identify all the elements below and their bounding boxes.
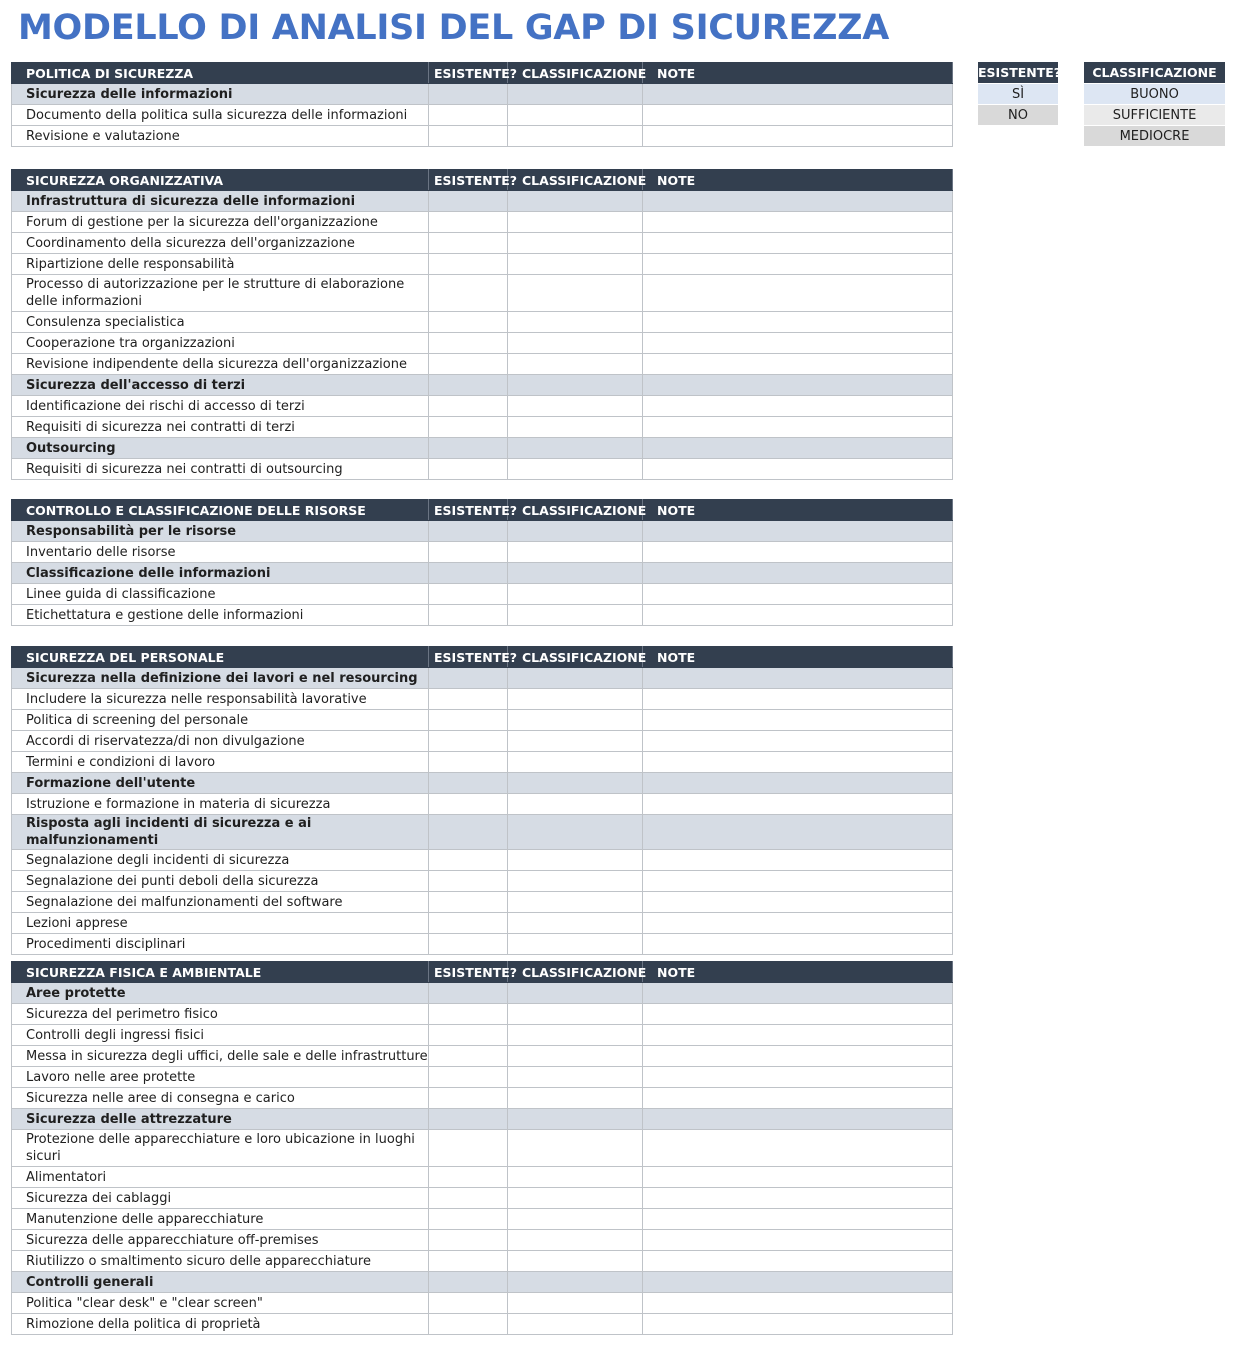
item-label: Coordinamento della sicurezza dell'organizzazione	[12, 233, 429, 254]
existing-cell[interactable]	[429, 1130, 508, 1167]
subsection-label: Classificazione delle informazioni	[12, 563, 429, 584]
section-sicurezza-personale	[11, 646, 952, 955]
subsection-row	[12, 521, 953, 542]
table-row	[12, 233, 953, 254]
legend-rating-header: CLASSIFICAZIONE	[1084, 62, 1225, 84]
item-label: Ripartizione delle responsabilità	[12, 254, 429, 275]
subsection-row	[12, 84, 953, 105]
notes-cell[interactable]	[643, 312, 953, 333]
notes-cell[interactable]	[643, 1272, 953, 1293]
rating-cell[interactable]	[508, 871, 643, 892]
rating-cell[interactable]	[508, 84, 643, 105]
notes-cell[interactable]	[643, 710, 953, 731]
subsection-row	[12, 983, 953, 1004]
section-sicurezza-organizzativa	[11, 169, 952, 480]
table-row	[12, 333, 953, 354]
table-row	[12, 584, 953, 605]
notes-cell[interactable]	[643, 521, 953, 542]
item-label: Cooperazione tra organizzazioni	[12, 333, 429, 354]
subsection-row	[12, 1272, 953, 1293]
notes-cell[interactable]	[643, 375, 953, 396]
rating-cell[interactable]	[508, 1004, 643, 1025]
subsection-label: Outsourcing	[12, 438, 429, 459]
notes-cell[interactable]	[643, 1130, 953, 1167]
table-row	[12, 1130, 953, 1167]
column-header-rating: CLASSIFICAZIONE	[508, 170, 643, 191]
notes-cell[interactable]	[643, 1167, 953, 1188]
existing-cell[interactable]	[429, 1167, 508, 1188]
notes-cell[interactable]	[643, 105, 953, 126]
rating-cell[interactable]	[508, 233, 643, 254]
existing-cell[interactable]	[429, 212, 508, 233]
rating-cell[interactable]	[508, 1251, 643, 1272]
rating-cell[interactable]	[508, 1088, 643, 1109]
notes-cell[interactable]	[643, 84, 953, 105]
table-row	[12, 794, 953, 815]
item-label: Controlli degli ingressi fisici	[12, 1025, 429, 1046]
table-row	[12, 459, 953, 480]
item-label: Linee guida di classificazione	[12, 584, 429, 605]
subsection-row	[12, 773, 953, 794]
table-row	[12, 1293, 953, 1314]
item-label: Manutenzione delle apparecchiature	[12, 1209, 429, 1230]
existing-cell[interactable]	[429, 1188, 508, 1209]
item-label: Sicurezza del perimetro fisico	[12, 1004, 429, 1025]
item-label: Alimentatori	[12, 1167, 429, 1188]
notes-cell[interactable]	[643, 417, 953, 438]
subsection-row	[12, 815, 953, 850]
existing-cell[interactable]	[429, 1272, 508, 1293]
subsection-row	[12, 668, 953, 689]
section-controllo-classificazione-risorse	[11, 499, 952, 626]
column-header-rating: CLASSIFICAZIONE	[508, 63, 643, 84]
rating-cell[interactable]	[508, 794, 643, 815]
existing-cell[interactable]	[429, 84, 508, 105]
section-title: CONTROLLO E CLASSIFICAZIONE DELLE RISORSE	[12, 500, 429, 521]
subsection-row	[12, 1109, 953, 1130]
rating-cell[interactable]	[508, 752, 643, 773]
section-header-row	[12, 170, 953, 191]
item-label: Revisione e valutazione	[12, 126, 429, 147]
rating-cell[interactable]	[508, 254, 643, 275]
item-label: Requisiti di sicurezza nei contratti di terzi	[12, 417, 429, 438]
existing-cell[interactable]	[429, 689, 508, 710]
rating-cell[interactable]	[508, 1272, 643, 1293]
section-sicurezza-fisica-ambientale	[11, 961, 952, 1335]
existing-cell[interactable]	[429, 773, 508, 794]
rating-cell[interactable]	[508, 773, 643, 794]
existing-cell[interactable]	[429, 1230, 508, 1251]
existing-cell[interactable]	[429, 542, 508, 563]
table-row	[12, 212, 953, 233]
page-title: MODELLO DI ANALISI DEL GAP DI SICUREZZA	[18, 8, 890, 48]
existing-cell[interactable]	[429, 333, 508, 354]
item-label: Termini e condizioni di lavoro	[12, 752, 429, 773]
existing-cell[interactable]	[429, 254, 508, 275]
table-row	[12, 1314, 953, 1335]
table-row	[12, 1167, 953, 1188]
rating-cell[interactable]	[508, 105, 643, 126]
notes-cell[interactable]	[643, 1088, 953, 1109]
legend-rating	[1084, 62, 1225, 146]
column-header-rating: CLASSIFICAZIONE	[508, 500, 643, 521]
existing-cell[interactable]	[429, 1088, 508, 1109]
existing-cell[interactable]	[429, 752, 508, 773]
column-header-notes: NOTE	[643, 63, 953, 84]
table-row	[12, 1067, 953, 1088]
notes-cell[interactable]	[643, 1109, 953, 1130]
existing-cell[interactable]	[429, 191, 508, 212]
notes-cell[interactable]	[643, 333, 953, 354]
legend-option-mediocre: MEDIOCRE	[1084, 126, 1225, 147]
notes-cell[interactable]	[643, 1230, 953, 1251]
rating-cell[interactable]	[508, 1230, 643, 1251]
notes-cell[interactable]	[643, 913, 953, 934]
rating-cell[interactable]	[508, 396, 643, 417]
item-label: Lezioni apprese	[12, 913, 429, 934]
item-label: Accordi di riservatezza/di non divulgazione	[12, 731, 429, 752]
existing-cell[interactable]	[429, 1004, 508, 1025]
section-politica-sicurezza	[11, 62, 952, 147]
table-row	[12, 254, 953, 275]
legend-option-no: NO	[978, 105, 1058, 126]
rating-cell[interactable]	[508, 212, 643, 233]
existing-cell[interactable]	[429, 1046, 508, 1067]
gap-table	[11, 961, 953, 1335]
existing-cell[interactable]	[429, 375, 508, 396]
rating-cell[interactable]	[508, 375, 643, 396]
existing-cell[interactable]	[429, 668, 508, 689]
legend-option-si: SÌ	[978, 84, 1058, 105]
notes-cell[interactable]	[643, 752, 953, 773]
table-row	[12, 934, 953, 955]
gap-table	[11, 499, 953, 626]
item-label: Lavoro nelle aree protette	[12, 1067, 429, 1088]
existing-cell[interactable]	[429, 1109, 508, 1130]
item-label: Segnalazione dei punti deboli della sicurezza	[12, 871, 429, 892]
notes-cell[interactable]	[643, 212, 953, 233]
notes-cell[interactable]	[643, 275, 953, 312]
existing-cell[interactable]	[429, 275, 508, 312]
notes-cell[interactable]	[643, 1188, 953, 1209]
existing-cell[interactable]	[429, 521, 508, 542]
section-header-row	[12, 500, 953, 521]
item-label: Identificazione dei rischi di accesso di terzi	[12, 396, 429, 417]
existing-cell[interactable]	[429, 794, 508, 815]
subsection-label: Sicurezza delle informazioni	[12, 84, 429, 105]
rating-cell[interactable]	[508, 1314, 643, 1335]
rating-cell[interactable]	[508, 731, 643, 752]
subsection-label: Responsabilità per le risorse	[12, 521, 429, 542]
notes-cell[interactable]	[643, 1067, 953, 1088]
notes-cell[interactable]	[643, 1046, 953, 1067]
table-row	[12, 275, 953, 312]
rating-cell[interactable]	[508, 126, 643, 147]
notes-cell[interactable]	[643, 459, 953, 480]
table-row	[12, 1209, 953, 1230]
item-label: Sicurezza delle apparecchiature off-premises	[12, 1230, 429, 1251]
notes-cell[interactable]	[643, 254, 953, 275]
notes-cell[interactable]	[643, 1025, 953, 1046]
rating-cell[interactable]	[508, 1209, 643, 1230]
notes-cell[interactable]	[643, 1314, 953, 1335]
gap-table	[11, 169, 953, 480]
item-label: Forum di gestione per la sicurezza dell'organizzazione	[12, 212, 429, 233]
rating-cell[interactable]	[508, 417, 643, 438]
table-row	[12, 1230, 953, 1251]
table-row	[12, 1004, 953, 1025]
notes-cell[interactable]	[643, 605, 953, 626]
existing-cell[interactable]	[429, 710, 508, 731]
notes-cell[interactable]	[643, 233, 953, 254]
item-label: Inventario delle risorse	[12, 542, 429, 563]
item-label: Documento della politica sulla sicurezza delle informazioni	[12, 105, 429, 126]
subsection-label: Sicurezza nella definizione dei lavori e nel resourcing	[12, 668, 429, 689]
rating-cell[interactable]	[508, 191, 643, 212]
existing-cell[interactable]	[429, 605, 508, 626]
subsection-label: Infrastruttura di sicurezza delle informazioni	[12, 191, 429, 212]
notes-cell[interactable]	[643, 689, 953, 710]
existing-cell[interactable]	[429, 1025, 508, 1046]
existing-cell[interactable]	[429, 913, 508, 934]
rating-cell[interactable]	[508, 850, 643, 871]
subsection-row	[12, 191, 953, 212]
rating-cell[interactable]	[508, 913, 643, 934]
existing-cell[interactable]	[429, 438, 508, 459]
rating-cell[interactable]	[508, 459, 643, 480]
rating-cell[interactable]	[508, 1067, 643, 1088]
item-label: Protezione delle apparecchiature e loro ubicazione in luoghi sicuri	[12, 1130, 429, 1167]
table-row	[12, 710, 953, 731]
section-header-row	[12, 63, 953, 84]
notes-cell[interactable]	[643, 850, 953, 871]
table-row	[12, 312, 953, 333]
notes-cell[interactable]	[643, 354, 953, 375]
existing-cell[interactable]	[429, 871, 508, 892]
table-row	[12, 396, 953, 417]
rating-cell[interactable]	[508, 1046, 643, 1067]
subsection-label: Risposta agli incidenti di sicurezza e ai malfunzionamenti	[12, 815, 429, 850]
notes-cell[interactable]	[643, 584, 953, 605]
rating-cell[interactable]	[508, 689, 643, 710]
subsection-row	[12, 375, 953, 396]
notes-cell[interactable]	[643, 191, 953, 212]
notes-cell[interactable]	[643, 396, 953, 417]
rating-cell[interactable]	[508, 333, 643, 354]
column-header-existing: ESISTENTE?	[429, 500, 508, 521]
existing-cell[interactable]	[429, 1293, 508, 1314]
rating-cell[interactable]	[508, 1130, 643, 1167]
notes-cell[interactable]	[643, 892, 953, 913]
subsection-label: Formazione dell'utente	[12, 773, 429, 794]
notes-cell[interactable]	[643, 934, 953, 955]
subsection-row	[12, 563, 953, 584]
subsection-label: Sicurezza delle attrezzature	[12, 1109, 429, 1130]
notes-cell[interactable]	[643, 1251, 953, 1272]
item-label: Revisione indipendente della sicurezza dell'organizzazione	[12, 354, 429, 375]
existing-cell[interactable]	[429, 396, 508, 417]
table-row	[12, 1088, 953, 1109]
notes-cell[interactable]	[643, 542, 953, 563]
column-header-notes: NOTE	[643, 647, 953, 668]
existing-cell[interactable]	[429, 850, 508, 871]
subsection-row	[12, 438, 953, 459]
rating-cell[interactable]	[508, 584, 643, 605]
notes-cell[interactable]	[643, 983, 953, 1004]
existing-cell[interactable]	[429, 459, 508, 480]
column-header-notes: NOTE	[643, 962, 953, 983]
rating-cell[interactable]	[508, 1293, 643, 1314]
gap-table	[11, 62, 953, 147]
existing-cell[interactable]	[429, 731, 508, 752]
table-row	[12, 1251, 953, 1272]
notes-cell[interactable]	[643, 563, 953, 584]
rating-cell[interactable]	[508, 815, 643, 850]
item-label: Consulenza specialistica	[12, 312, 429, 333]
column-header-notes: NOTE	[643, 500, 953, 521]
item-label: Segnalazione dei malfunzionamenti del software	[12, 892, 429, 913]
notes-cell[interactable]	[643, 815, 953, 850]
notes-cell[interactable]	[643, 1209, 953, 1230]
rating-cell[interactable]	[508, 312, 643, 333]
existing-cell[interactable]	[429, 233, 508, 254]
legend-option-buono: BUONO	[1084, 84, 1225, 105]
table-row	[12, 605, 953, 626]
item-label: Sicurezza nelle aree di consegna e carico	[12, 1088, 429, 1109]
table-row	[12, 689, 953, 710]
notes-cell[interactable]	[643, 668, 953, 689]
table-row	[12, 1046, 953, 1067]
item-label: Requisiti di sicurezza nei contratti di outsourcing	[12, 459, 429, 480]
table-row	[12, 850, 953, 871]
column-header-notes: NOTE	[643, 170, 953, 191]
rating-cell[interactable]	[508, 521, 643, 542]
notes-cell[interactable]	[643, 871, 953, 892]
existing-cell[interactable]	[429, 354, 508, 375]
table-row	[12, 892, 953, 913]
existing-cell[interactable]	[429, 983, 508, 1004]
gap-table	[11, 646, 953, 955]
rating-cell[interactable]	[508, 563, 643, 584]
notes-cell[interactable]	[643, 438, 953, 459]
item-label: Istruzione e formazione in materia di sicurezza	[12, 794, 429, 815]
item-label: Etichettatura e gestione delle informazioni	[12, 605, 429, 626]
existing-cell[interactable]	[429, 1314, 508, 1335]
rating-cell[interactable]	[508, 275, 643, 312]
section-header-row	[12, 647, 953, 668]
existing-cell[interactable]	[429, 584, 508, 605]
rating-cell[interactable]	[508, 542, 643, 563]
table-row	[12, 1025, 953, 1046]
table-row	[12, 913, 953, 934]
rating-cell[interactable]	[508, 605, 643, 626]
table-row	[12, 105, 953, 126]
rating-cell[interactable]	[508, 1167, 643, 1188]
section-title: SICUREZZA DEL PERSONALE	[12, 647, 429, 668]
item-label: Includere la sicurezza nelle responsabilità lavorative	[12, 689, 429, 710]
column-header-rating: CLASSIFICAZIONE	[508, 962, 643, 983]
table-row	[12, 871, 953, 892]
existing-cell[interactable]	[429, 105, 508, 126]
existing-cell[interactable]	[429, 417, 508, 438]
existing-cell[interactable]	[429, 1209, 508, 1230]
item-label: Messa in sicurezza degli uffici, delle sale e delle infrastrutture	[12, 1046, 429, 1067]
subsection-label: Sicurezza dell'accesso di terzi	[12, 375, 429, 396]
table-row	[12, 731, 953, 752]
existing-cell[interactable]	[429, 312, 508, 333]
rating-cell[interactable]	[508, 934, 643, 955]
column-header-existing: ESISTENTE?	[429, 170, 508, 191]
rating-cell[interactable]	[508, 1025, 643, 1046]
existing-cell[interactable]	[429, 815, 508, 850]
legend-existing-header: ESISTENTE?	[978, 62, 1058, 84]
column-header-existing: ESISTENTE?	[429, 647, 508, 668]
item-label: Procedimenti disciplinari	[12, 934, 429, 955]
table-row	[12, 1188, 953, 1209]
existing-cell[interactable]	[429, 126, 508, 147]
item-label: Rimozione della politica di proprietà	[12, 1314, 429, 1335]
legend-option-sufficiente: SUFFICIENTE	[1084, 105, 1225, 126]
legend-existing	[978, 62, 1062, 125]
notes-cell[interactable]	[643, 794, 953, 815]
subsection-label: Aree protette	[12, 983, 429, 1004]
rating-cell[interactable]	[508, 1188, 643, 1209]
subsection-label: Controlli generali	[12, 1272, 429, 1293]
rating-cell[interactable]	[508, 892, 643, 913]
notes-cell[interactable]	[643, 1004, 953, 1025]
table-row	[12, 354, 953, 375]
item-label: Segnalazione degli incidenti di sicurezza	[12, 850, 429, 871]
rating-cell[interactable]	[508, 668, 643, 689]
existing-cell[interactable]	[429, 1251, 508, 1272]
existing-cell[interactable]	[429, 563, 508, 584]
section-title: SICUREZZA FISICA E AMBIENTALE	[12, 962, 429, 983]
section-header-row	[12, 962, 953, 983]
column-header-existing: ESISTENTE?	[429, 962, 508, 983]
item-label: Politica "clear desk" e "clear screen"	[12, 1293, 429, 1314]
existing-cell[interactable]	[429, 934, 508, 955]
rating-cell[interactable]	[508, 354, 643, 375]
table-row	[12, 126, 953, 147]
notes-cell[interactable]	[643, 731, 953, 752]
table-row	[12, 752, 953, 773]
item-label: Processo di autorizzazione per le strutture di elaborazione delle informazioni	[12, 275, 429, 312]
section-title: POLITICA DI SICUREZZA	[12, 63, 429, 84]
rating-cell[interactable]	[508, 983, 643, 1004]
rating-cell[interactable]	[508, 1109, 643, 1130]
item-label: Sicurezza dei cablaggi	[12, 1188, 429, 1209]
table-row	[12, 542, 953, 563]
section-title: SICUREZZA ORGANIZZATIVA	[12, 170, 429, 191]
column-header-rating: CLASSIFICAZIONE	[508, 647, 643, 668]
notes-cell[interactable]	[643, 126, 953, 147]
item-label: Riutilizzo o smaltimento sicuro delle apparecchiature	[12, 1251, 429, 1272]
existing-cell[interactable]	[429, 1067, 508, 1088]
existing-cell[interactable]	[429, 892, 508, 913]
notes-cell[interactable]	[643, 1293, 953, 1314]
notes-cell[interactable]	[643, 773, 953, 794]
rating-cell[interactable]	[508, 438, 643, 459]
table-row	[12, 417, 953, 438]
rating-cell[interactable]	[508, 710, 643, 731]
item-label: Politica di screening del personale	[12, 710, 429, 731]
column-header-existing: ESISTENTE?	[429, 63, 508, 84]
